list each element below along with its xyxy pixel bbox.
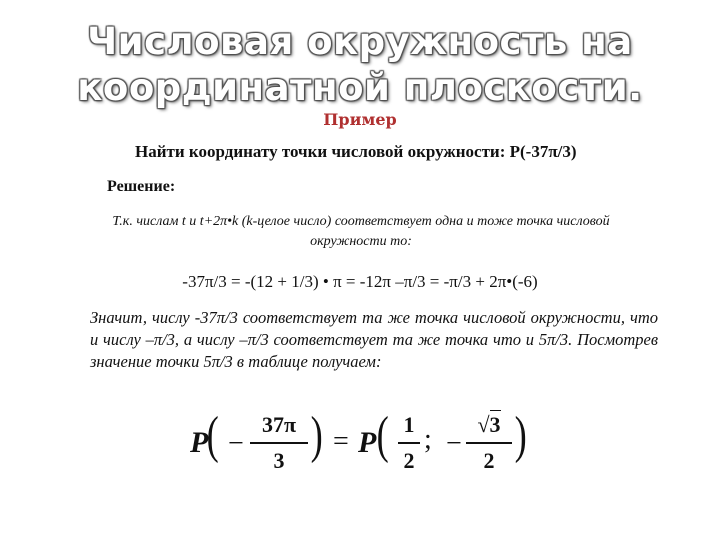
formula-separator: ; xyxy=(424,424,432,455)
example-label: Пример xyxy=(323,110,397,129)
formula-y-minus: − xyxy=(446,428,462,459)
sqrt-symbol: √ xyxy=(477,412,490,437)
note-text: Т.к. числам t и t+2π•k (k-целое число) соответствует одна и тоже точка числовой окружности то: xyxy=(112,214,610,249)
result-formula xyxy=(190,404,550,484)
formula-y-radicand: 3 xyxy=(489,412,501,437)
formula-y-fraction-bar xyxy=(466,442,512,444)
conclusion-text: Значит, числу -37π/3 соответствует та же точка числовой окружности, что и числу –π/3, а числу –π/3 соответствует та же точка что и 5π/3. Посмотрев значение точки 5π/3 в таблице получаем: xyxy=(90,308,658,371)
formula-x-denominator: 2 xyxy=(403,448,415,473)
formula-right-open-paren: ( xyxy=(376,407,389,464)
formula-right-p: P xyxy=(358,426,377,459)
formula-x-numerator: 1 xyxy=(403,412,415,437)
formula-y-denominator: 2 xyxy=(483,448,495,473)
formula-y-numerator xyxy=(466,410,512,440)
formula-y-fraction xyxy=(466,410,512,476)
formula-x-fraction-bar xyxy=(398,442,420,444)
formula-left-p: P xyxy=(190,426,209,459)
solution-label: Решение: xyxy=(107,178,176,195)
formula-equals: = xyxy=(333,426,349,457)
title-line-2: координатной плоскости. xyxy=(77,66,643,109)
formula-left-close-paren: ) xyxy=(310,407,323,464)
calculation-line: -37π/3 = -(12 + 1/3) • π = -12π –π/3 = -π/3 + 2π•(-6) xyxy=(182,272,538,291)
formula-left-open-paren: ( xyxy=(206,407,219,464)
formula-left-numerator: 37π xyxy=(261,412,297,437)
title-line-1: Числовая окружность на xyxy=(87,20,633,63)
task-text: Найти координату точки числовой окружности: Р(-37π/3) xyxy=(135,142,577,161)
formula-left-minus: − xyxy=(228,428,244,459)
formula-left-fraction xyxy=(250,410,308,476)
formula-right-close-paren: ) xyxy=(514,407,527,464)
formula-left-denominator: 3 xyxy=(273,448,285,473)
formula-left-fraction-bar xyxy=(250,442,308,444)
formula-x-fraction xyxy=(398,410,420,476)
